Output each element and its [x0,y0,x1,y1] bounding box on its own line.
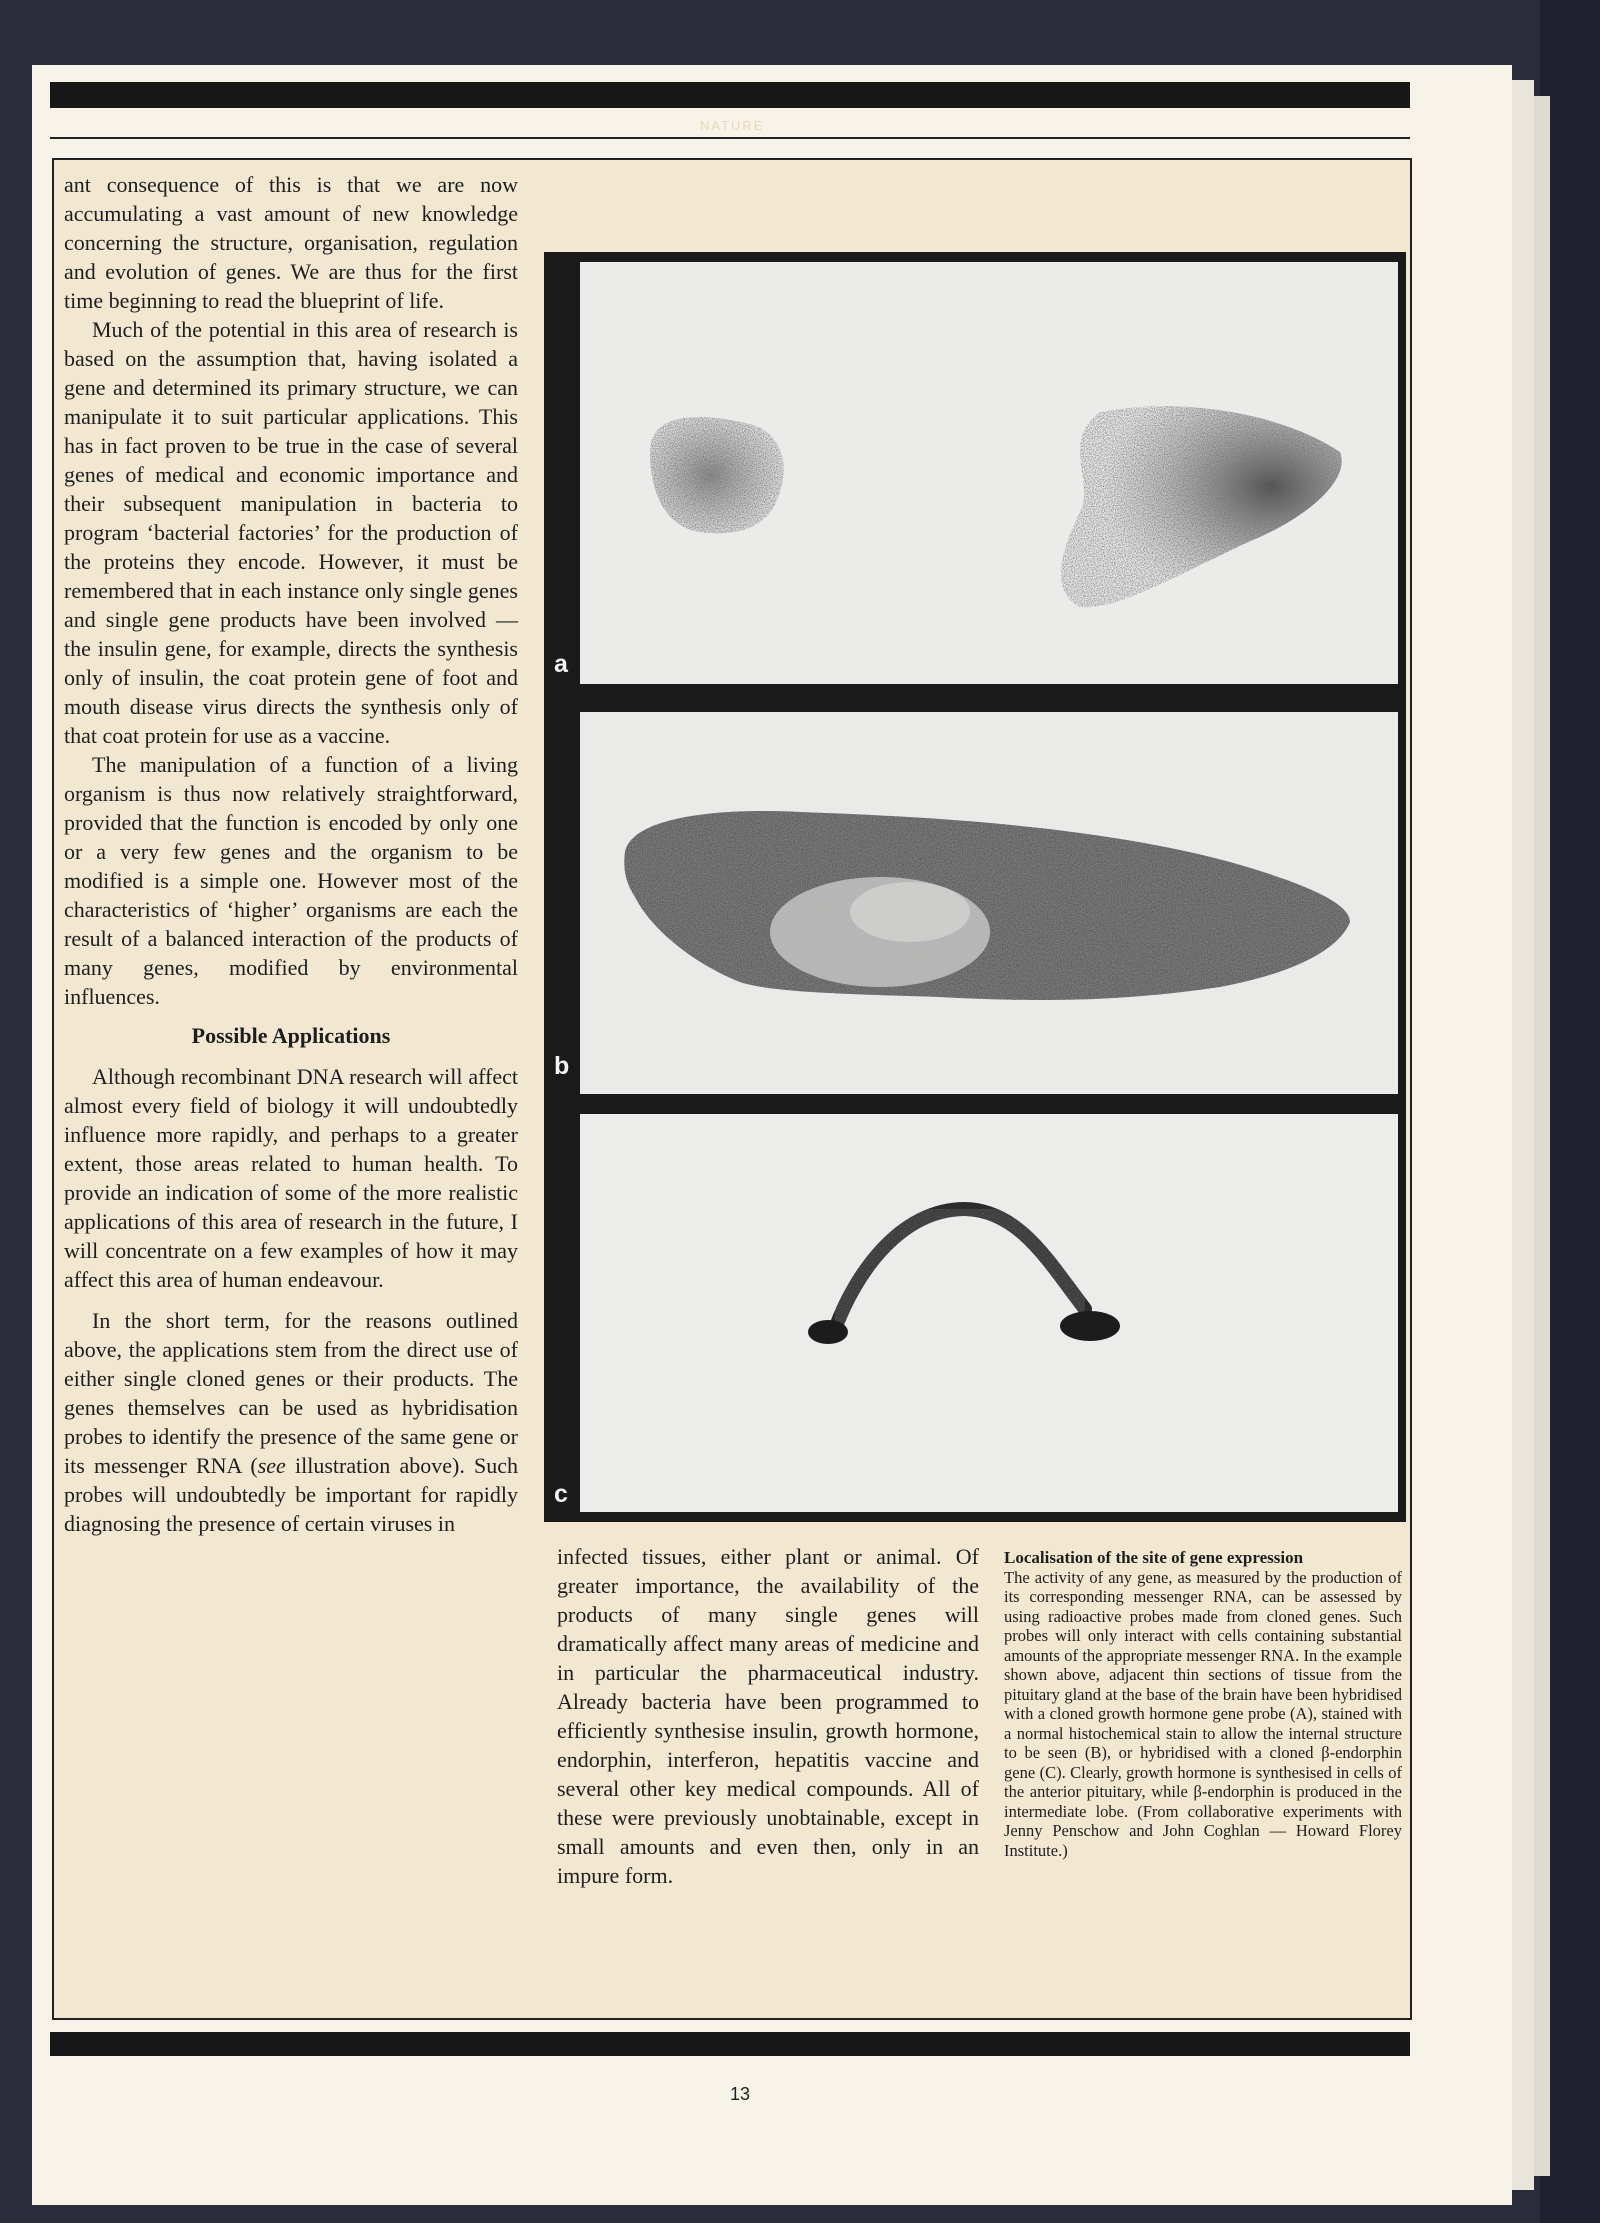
panel-b-image [580,712,1398,1094]
panel-a-image [580,262,1398,684]
paragraph-5-start: In the short term, for the reasons outlined above, the applications stem from the direct use of either single cloned genes or their products. The genes themselves can be used as hybridisation probes to identify the presence of the same gene or its messenger RNA ( [64,1308,518,1478]
page-number: 13 [729,2084,751,2104]
page-edge-back [1534,96,1550,2176]
panel-label-a: a [554,650,568,678]
middle-column [557,1542,979,1890]
panel-label-c: c [554,1480,568,1508]
panel-b-svg [580,712,1398,1094]
micrograph-figure [544,252,1406,1522]
caption-title: Localisation of the site of gene expression [1004,1548,1304,1567]
panel-label-b: b [554,1052,570,1080]
paragraph-5-end: illustration above). Such probes will undoubtedly be important for rapidly diagnosing the presence of certain viruses in [64,1453,519,1536]
panel-c-svg [580,1114,1398,1512]
left-column [64,170,518,1538]
section-heading: Possible Applications [191,1023,391,1048]
see-reference: see [257,1453,286,1478]
paragraph-4: Although recombinant DNA research will affect almost every field of biology it will undoubtedly influence more rapidly, and perhaps to a greater extent, those areas related to human health. To provide an indication of some of the more realistic applications of this area of research in the future, I will concentrate on a few examples of how it may affect this area of human endeavour. [64,1064,518,1292]
top-rule [50,137,1410,139]
paragraph-1: ant consequence of this is that we are now accumulating a vast amount of new knowledge concerning the structure, organisation, regulation and evolution of genes. We are thus for the first time beginning to read the blueprint of life. [64,172,518,313]
top-black-bar [50,82,1410,108]
paragraph-3: The manipulation of a function of a living organism is thus now relatively straightforward, provided that the function is encoded by only one or a very few genes and the organism to be modified is a simple one. However most of the characteristics of ‘higher’ organisms are each the result of a balanced interaction of the products of many genes, modified by environmental influences. [64,752,518,1009]
figure-caption [1004,1548,1402,1860]
page-edge [1512,80,1534,2190]
faint-running-title: NATURE [700,118,765,133]
paragraph-2: Much of the potential in this area of research is based on the assumption that, having isolated a gene and determined its primary structure, we can manipulate it to suit particular applications. This has in fact proven to be true in the case of several genes of medical and economic importance and their subsequent manipulation in bacteria to program ‘bacterial factories’ for the production of the proteins they encode. However, it must be remembered that in each instance only single genes and single gene products have been involved — the insulin gene, for example, directs the synthesis only of insulin, the coat protein gene of foot and mouth disease virus directs the synthesis only of that coat protein for use as a vaccine. [64,317,518,748]
paragraph-5 [64,1306,518,1538]
bottom-black-bar [50,2032,1410,2056]
panel-c-image [580,1114,1398,1512]
caption-text: The activity of any gene, as measured by the production of its corresponding messenger RNA, can be assessed by using radioactive probes made from cloned genes. Such probes will only interact with cells containing substantial amounts of the appropriate messenger RNA. In the example shown above, adjacent thin sections of tissue from the pituitary gland at the base of the brain have been hybridised with a cloned growth hormone gene probe (A), stained with a normal histochemical stain to allow the internal structure to be seen (B), or hybridised with a cloned β-endorphin gene (C). Clearly, growth hormone is synthesised in cells of the anterior pituitary, while β-endorphin is produced in the intermediate lobe. (From collaborative experiments with Jenny Penschow and John Coghlan — Howard Florey Institute.) [1004,1567,1402,1860]
middle-paragraph: infected tissues, either plant or animal. Of greater importance, the availability of the products of many single genes will dramatically affect many areas of medicine and in particular the pharmaceutical industry. Already bacteria have been programmed to efficiently synthesise insulin, growth hormone, endorphin, interferon, hepatitis vaccine and several other key medical compounds. All of these were previously unobtainable, except in small amounts and even then, only in an impure form. [557,1544,979,1888]
panel-a-svg [580,262,1398,684]
